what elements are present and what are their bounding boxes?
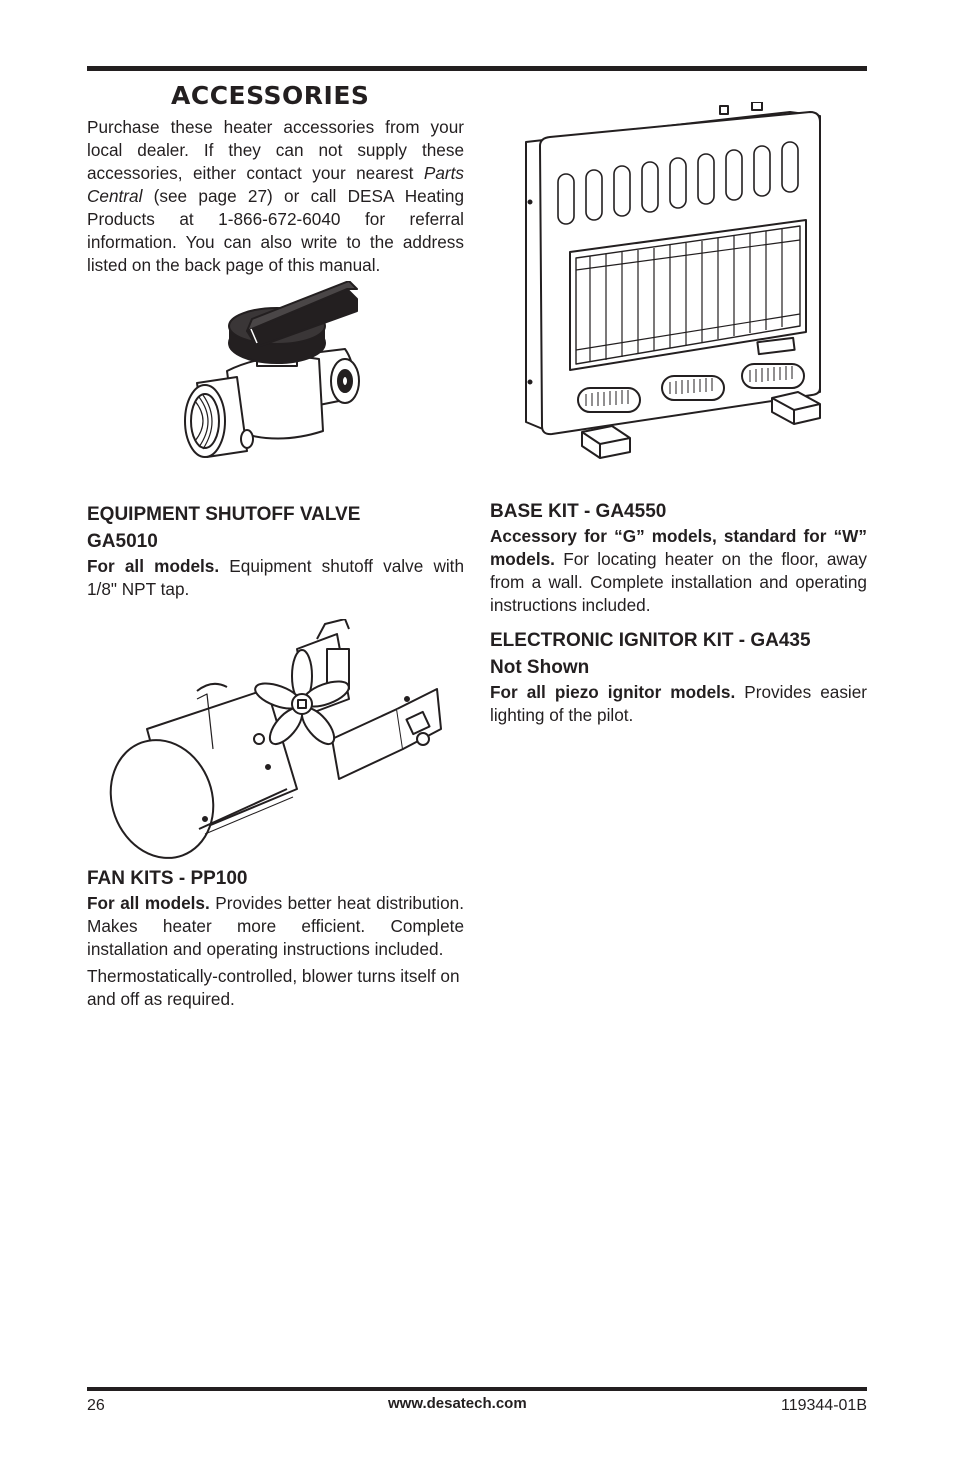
shutoff-valve-model: GA5010 [87,531,158,552]
intro-paragraph: Purchase these heater accessories from your local dealer. If they can not supply these accessories, either contact your nearest Parts Central (see page 27) or call DESA Heating Products at 1-866-672-6040 for referral information. You can also write to the address listed on the back page of this manual. [87,117,464,275]
base-kit-title: BASE KIT - GA4550 [490,501,667,522]
fan-kits-title: FAN KITS - PP100 [87,868,248,889]
shutoff-valve-illustration [87,281,464,481]
fan-kits-description: For all models. Provides better heat distribution. Makes heater more efficient. Complete installation and operating instructions included. [87,893,464,959]
ignitor-kit-subtitle: Not Shown [490,657,590,678]
heater-base-kit-illustration [490,102,867,482]
ignitor-kit-description: For all piezo ignitor models. Provides easier lighting of the pilot. [490,682,868,725]
page-title: ACCESSORIES [171,81,370,110]
ignitor-kit-title: ELECTRONIC IGNITOR KIT - GA435 [490,630,811,651]
shutoff-valve-title: EQUIPMENT SHUTOFF VALVE [87,504,361,525]
shutoff-valve-description: For all models. Equipment shutoff valve with 1/8" NPT tap. [87,556,465,599]
parts-central-text: Parts Central [87,163,464,206]
footer-rule [87,1387,867,1391]
website-link[interactable]: www.desatech.com [388,1395,527,1412]
page-number: 26 [87,1397,105,1414]
base-kit-description: Accessory for “G” models, standard for “W” models. For locating heater on the floor, away from a wall. Complete installation and operating instructions included. [490,526,867,615]
document-number: 119344-01B [781,1397,867,1414]
header-rule [87,66,867,71]
right-column [490,80,867,727]
left-column [87,80,464,1011]
fan-kits-note: Thermostatically-controlled, blower turns itself on and off as required. [87,966,460,1009]
fan-kit-illustration [87,619,464,859]
